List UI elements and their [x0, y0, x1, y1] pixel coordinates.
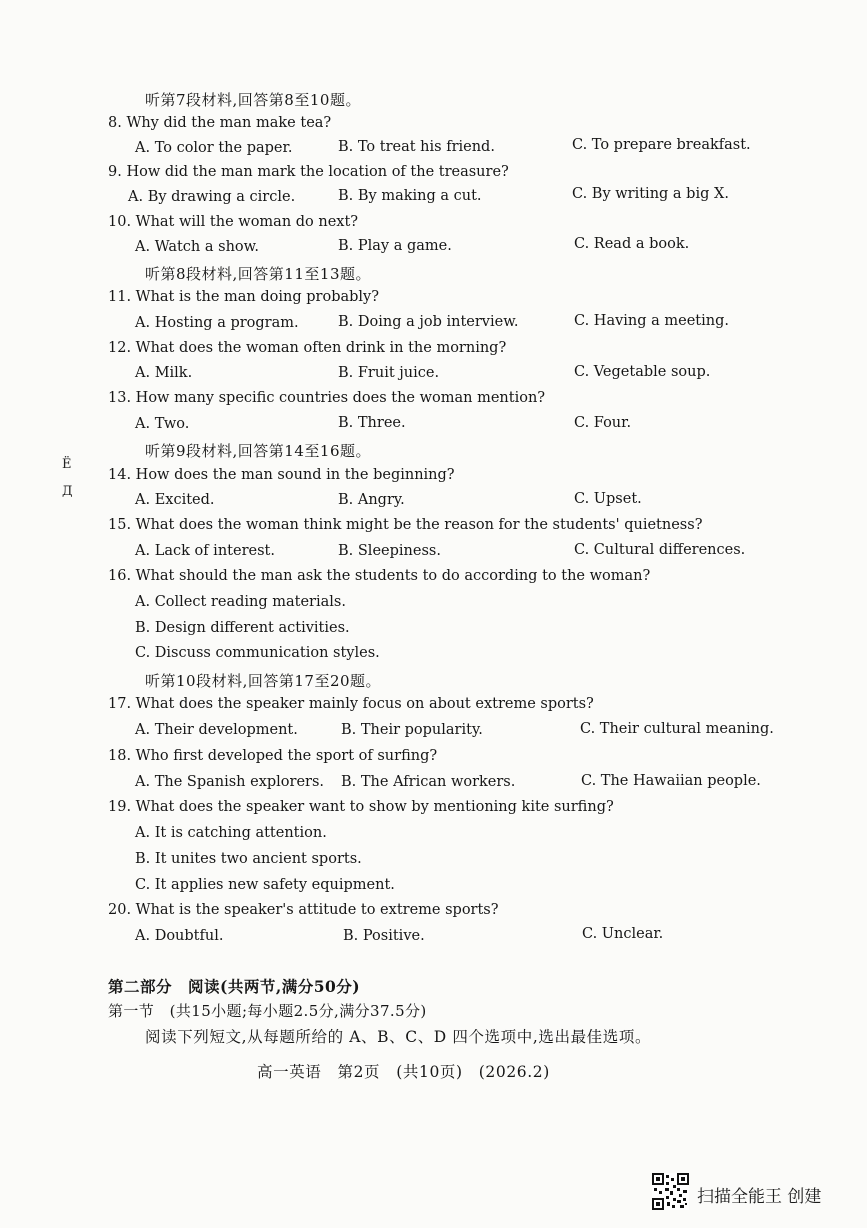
option-b: B. It unites two ancient sports. [135, 851, 362, 867]
option-c: C. Upset. [574, 491, 642, 507]
option-c: C. Having a meeting. [574, 313, 730, 329]
question-stem: 13. How many specific countries does the woman mention? [108, 390, 546, 406]
section-heading: 听第8段材料,回答第11至13题。 [145, 265, 371, 283]
part-title: 第二部分 阅读(共两节,满分50分) [108, 977, 361, 996]
section-heading: 听第7段材料,回答第8至10题。 [145, 91, 361, 109]
option-c: C. To prepare breakfast. [572, 137, 751, 153]
question-stem: 9. How did the man mark the location of the treasure? [108, 164, 509, 180]
option-a: A. Two. [135, 416, 190, 432]
option-c: C. Four. [574, 415, 632, 431]
option-a: A. Excited. [135, 492, 215, 508]
option-a: A. Doubtful. [135, 928, 224, 944]
qr-code-icon [652, 1173, 689, 1210]
option-a: A. By drawing a circle. [128, 189, 296, 205]
option-c: C. The Hawaiian people. [581, 773, 761, 789]
option-a: A. To color the paper. [135, 140, 293, 156]
reading-instruction: 阅读下列短文,从每题所给的 A、B、C、D 四个选项中,选出最佳选项。 [145, 1028, 652, 1046]
option-b: B. The African workers. [341, 774, 516, 790]
page-footer: 高一英语 第2页 (共10页) (2026.2) [257, 1063, 550, 1081]
option-b: B. Sleepiness. [338, 543, 441, 559]
option-c: C. Vegetable soup. [574, 364, 711, 380]
option-b: B. Angry. [338, 492, 405, 508]
section-heading: 听第9段材料,回答第14至16题。 [145, 442, 371, 460]
question-stem: 17. What does the speaker mainly focus on about extreme sports? [108, 696, 594, 712]
option-a: A. Their development. [135, 722, 298, 738]
question-stem: 14. How does the man sound in the beginning? [108, 467, 455, 483]
option-a: A. The Spanish explorers. [135, 774, 325, 790]
option-c: C. By writing a big X. [572, 186, 729, 202]
option-b: B. Doing a job interview. [338, 314, 519, 330]
option-b: B. Fruit juice. [338, 365, 440, 381]
option-a: A. It is catching attention. [135, 825, 327, 841]
option-a: A. Watch a show. [135, 239, 259, 255]
question-stem: 19. What does the speaker want to show by mentioning kite surfing? [108, 799, 614, 815]
option-c: C. Read a book. [574, 236, 690, 252]
section-heading: 听第10段材料,回答第17至20题。 [145, 672, 382, 690]
option-c: C. Unclear. [582, 926, 664, 942]
margin-mark: Д [62, 484, 73, 499]
option-a: A. Hosting a program. [135, 315, 299, 331]
option-b: B. Their popularity. [341, 722, 483, 738]
scanner-watermark: 扫描全能王 创建 [697, 1187, 822, 1207]
question-stem: 10. What will the woman do next? [108, 214, 359, 230]
question-stem: 11. What is the man doing probably? [108, 289, 380, 305]
option-a: A. Milk. [135, 365, 193, 381]
option-b: B. Three. [338, 415, 406, 431]
option-c: C. Cultural differences. [574, 542, 746, 558]
option-c: C. Their cultural meaning. [580, 721, 774, 737]
margin-mark: Ë [62, 457, 72, 472]
question-stem: 20. What is the speaker's attitude to extreme sports? [108, 902, 499, 918]
option-b: B. Play a game. [338, 238, 452, 254]
section-title: 第一节 (共15小题;每小题2.5分,满分37.5分) [108, 1002, 427, 1020]
option-a: A. Lack of interest. [135, 543, 275, 559]
option-b: B. By making a cut. [338, 188, 482, 204]
question-stem: 15. What does the woman think might be the reason for the students' quietness? [108, 517, 703, 533]
question-stem: 16. What should the man ask the students to do according to the woman? [108, 568, 651, 584]
question-stem: 18. Who first developed the sport of surfing? [108, 748, 438, 764]
option-c: C. It applies new safety equipment. [135, 877, 395, 893]
option-c: C. Discuss communication styles. [135, 645, 380, 661]
question-stem: 12. What does the woman often drink in the morning? [108, 340, 507, 356]
question-stem: 8. Why did the man make tea? [108, 115, 332, 131]
option-b: B. Design different activities. [135, 620, 350, 636]
option-b: B. Positive. [343, 928, 425, 944]
option-b: B. To treat his friend. [338, 139, 495, 155]
option-a: A. Collect reading materials. [135, 594, 346, 610]
